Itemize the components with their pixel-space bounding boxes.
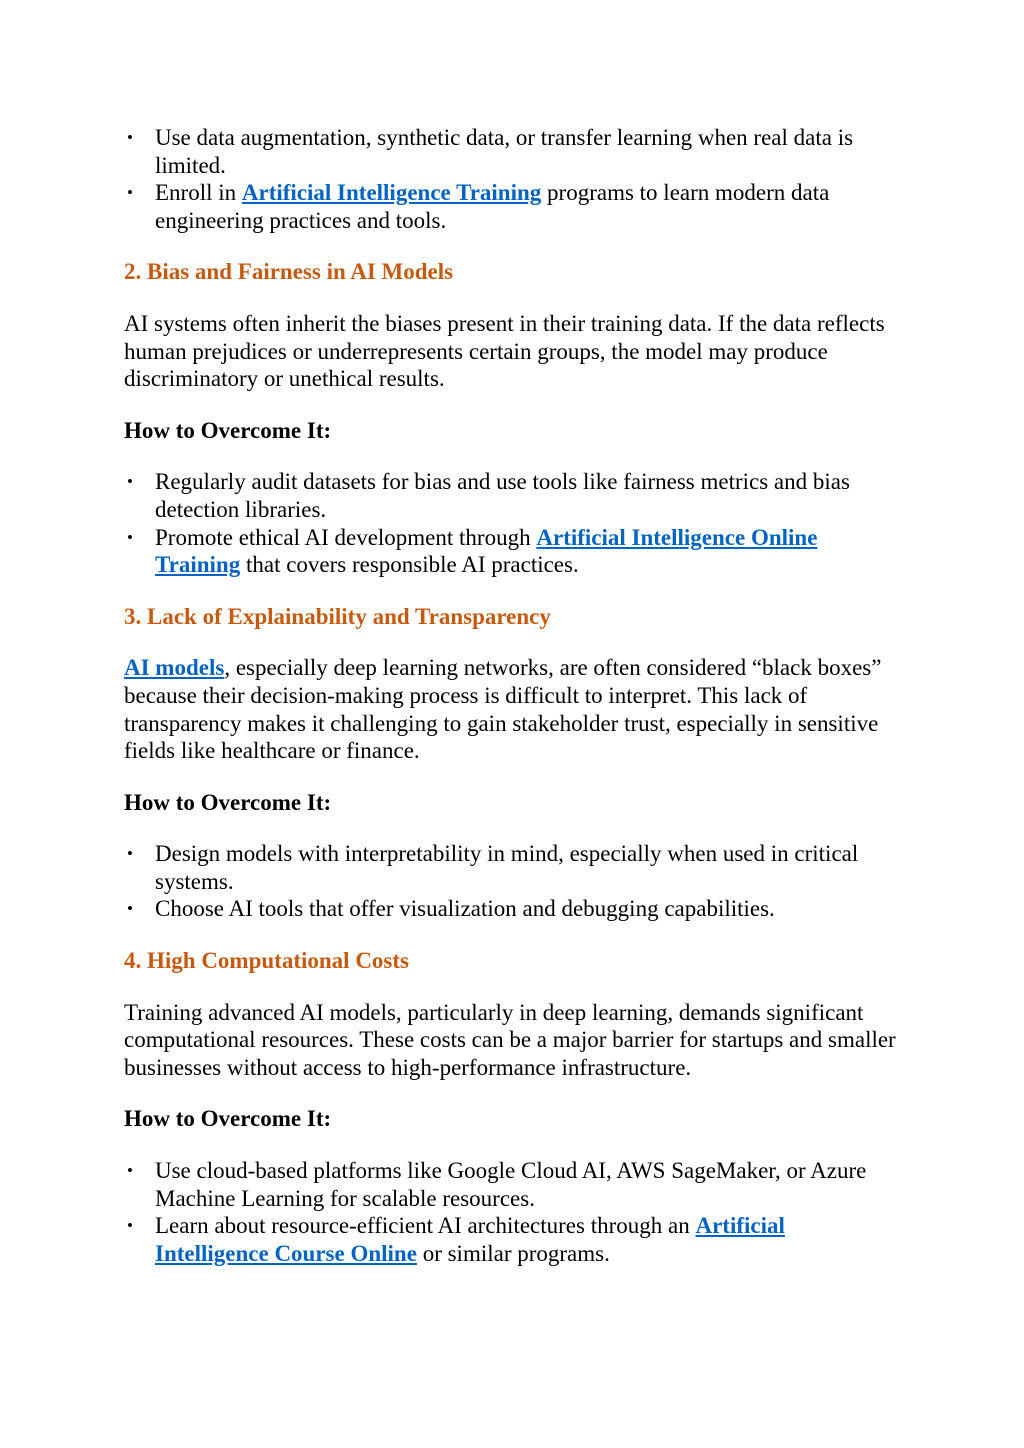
subheading-overcome: How to Overcome It: — [124, 417, 332, 443]
bullet-text: Regularly audit datasets for bias and use tools like fairness metrics and bias detection libraries. — [155, 469, 850, 522]
bullet-text: Use data augmentation, synthetic data, or transfer learning when real data is limited. — [155, 125, 854, 178]
section-body-explainability — [124, 654, 904, 764]
list-item — [124, 179, 904, 234]
list-item — [124, 524, 904, 579]
bullet-text-after: or similar programs. — [416, 1240, 610, 1266]
ai-course-online-link[interactable]: Artificial Intelligence Course Online — [155, 1213, 785, 1266]
section-body-costs: Training advanced AI models, particularly in deep learning, demands significant computational resources. These costs can be a major barrier for startups and smaller businesses without access to high-performance infrastructure. — [124, 999, 896, 1080]
ai-training-link[interactable]: Artificial Intelligence Training — [241, 180, 542, 206]
list-item — [124, 895, 904, 923]
bullet-text: Design models with interpretability in mind, especially when used in critical systems. — [155, 841, 859, 894]
list-item — [124, 124, 904, 179]
intro-bullet-list — [124, 124, 904, 234]
section-heading-bias: 2. Bias and Fairness in AI Models — [124, 259, 454, 285]
costs-bullet-list — [124, 1157, 904, 1267]
subheading-overcome: How to Overcome It: — [124, 1106, 332, 1132]
section-heading-costs: 4. High Computational Costs — [124, 948, 409, 974]
ai-online-training-link[interactable]: Artificial Intelligence Online Training — [155, 524, 818, 578]
subheading-overcome: How to Overcome It: — [124, 789, 332, 815]
bias-bullet-list — [124, 468, 904, 578]
body-text: , especially deep learning networks, are often considered “black boxes” because their decision-making process is difficult to interpret. This lack of transparency makes it challenging to gain stakeholder trust, especially in sensitive fields like healthcare or finance. — [124, 655, 882, 764]
bullet-text: Choose AI tools that offer visualization and debugging capabilities. — [155, 896, 775, 922]
bullet-text-after: that covers responsible AI practices. — [240, 552, 579, 578]
list-item — [124, 1157, 904, 1212]
explainability-bullet-list — [124, 840, 904, 923]
section-body-bias: AI systems often inherit the biases present in their training data. If the data reflects human prejudices or underrepresents certain groups, the model may produce discriminatory or unethical results. — [124, 310, 885, 392]
bullet-text-before: Learn about resource-efficient AI architectures through an — [155, 1213, 696, 1239]
bullet-text-before: Enroll in — [155, 180, 242, 206]
bullet-text-after: programs to learn modern data engineering practices and tools. — [155, 180, 830, 233]
bullet-text-before: Promote ethical AI development through — [155, 524, 537, 550]
list-item — [124, 840, 904, 895]
section-heading-explainability: 3. Lack of Explainability and Transparency — [124, 603, 551, 629]
list-item — [124, 1212, 904, 1267]
ai-models-link[interactable]: AI models — [124, 655, 225, 681]
bullet-text: Use cloud-based platforms like Google Cloud AI, AWS SageMaker, or Azure Machine Learning for scalable resources. — [155, 1158, 867, 1211]
list-item — [124, 468, 904, 523]
document-content — [124, 124, 904, 1291]
